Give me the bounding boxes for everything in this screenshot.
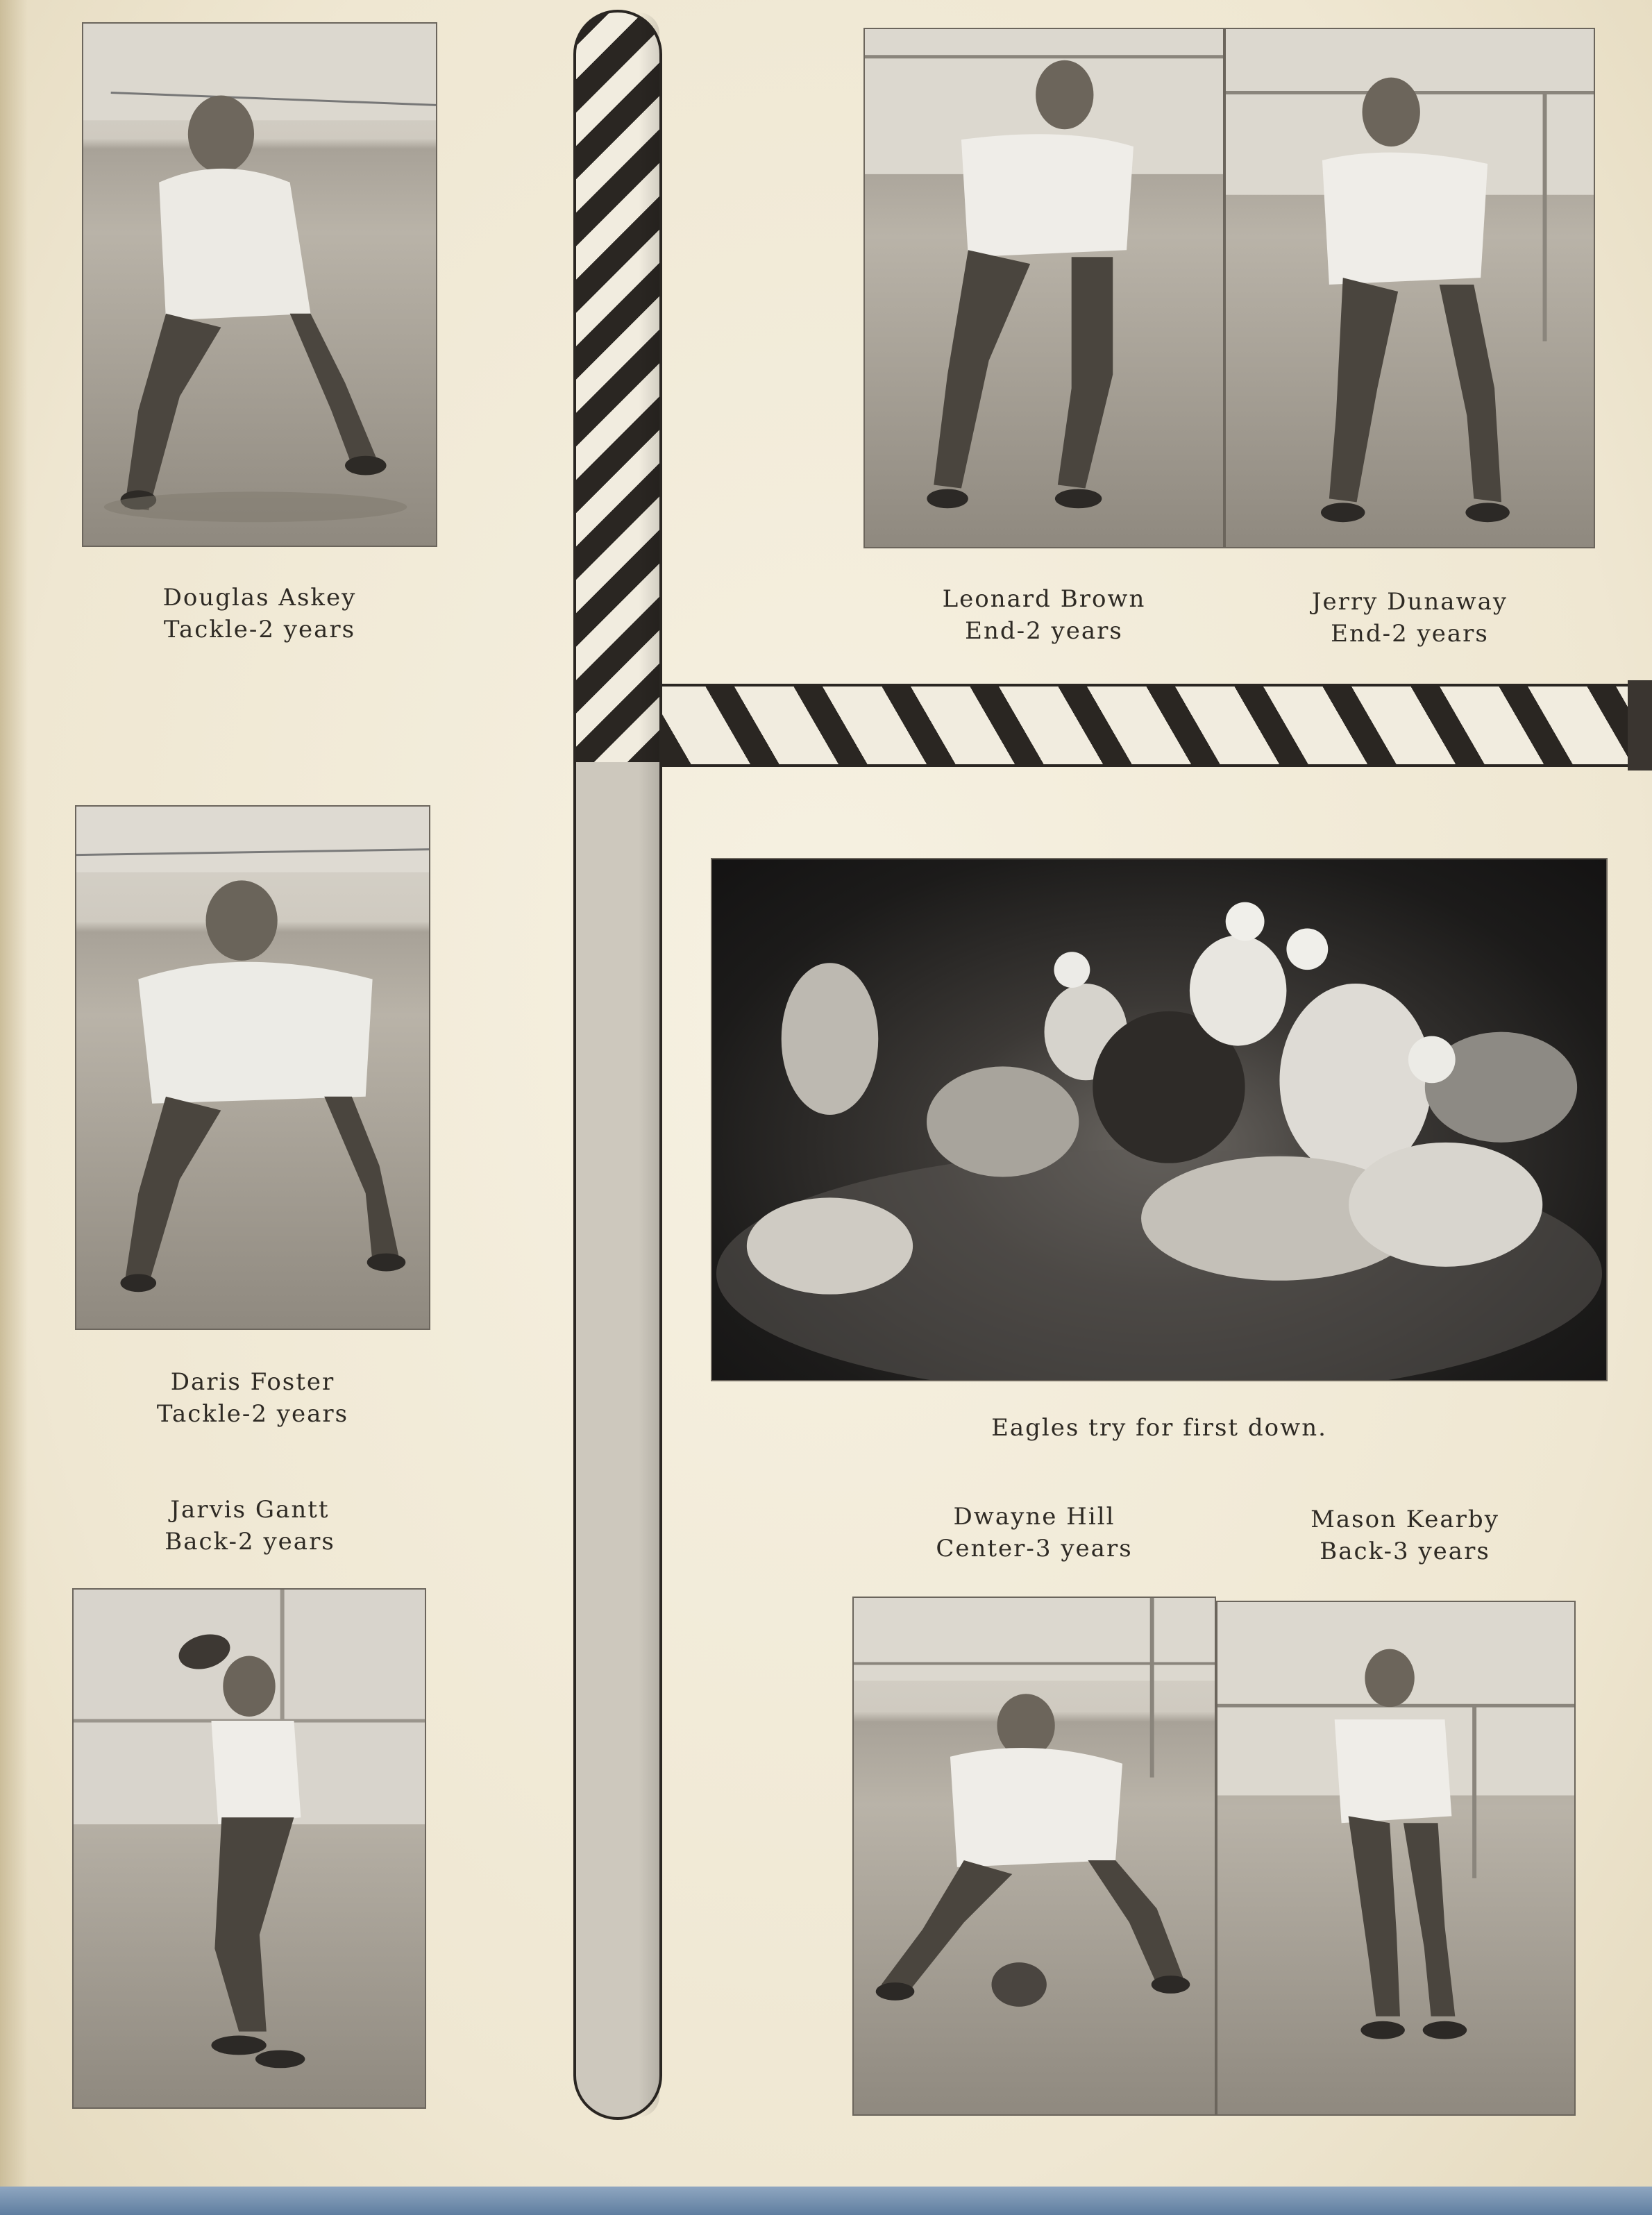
- player-position: Back-3 years: [1320, 1538, 1490, 1565]
- player-name: Dwayne Hill: [953, 1503, 1115, 1531]
- player-position: Tackle-2 years: [156, 1400, 349, 1428]
- caption-daris-foster: [75, 1366, 430, 1430]
- caption-jarvis-gantt: [72, 1494, 428, 1558]
- caption-mason-kearby: [1217, 1504, 1592, 1567]
- striped-goal-post-crossbar: [659, 684, 1652, 767]
- page-edge-shadow: [0, 0, 28, 2215]
- player-position: Back-2 years: [165, 1528, 335, 1556]
- player-name: Jerry Dunaway: [1311, 588, 1508, 616]
- caption-dwayne-hill: [854, 1501, 1215, 1565]
- player-photo-mason-kearby: [1216, 1601, 1576, 2116]
- caption-jerry-dunaway: [1224, 586, 1595, 650]
- player-photo-daris-foster: [75, 805, 430, 1330]
- crossbar-end-cap: [1628, 680, 1652, 770]
- player-photo-jerry-dunaway: [1224, 28, 1595, 548]
- player-position: End-2 years: [965, 617, 1123, 645]
- player-name: Mason Kearby: [1310, 1506, 1499, 1533]
- player-photo-dwayne-hill: [852, 1597, 1216, 2116]
- caption-leonard-brown: [863, 583, 1224, 647]
- caption-text: Eagles try for first down.: [991, 1414, 1327, 1442]
- player-name: Douglas Askey: [162, 584, 357, 612]
- striped-goal-post-vertical: [573, 10, 662, 2120]
- player-photo-jarvis-gantt: [72, 1588, 426, 2109]
- player-position: Tackle-2 years: [163, 616, 356, 643]
- player-name: Leonard Brown: [942, 585, 1146, 613]
- action-photo-first-down: [711, 858, 1608, 1381]
- player-position: Center-3 years: [936, 1535, 1133, 1563]
- player-position: End-2 years: [1331, 620, 1489, 648]
- page-bottom-edge: [0, 2187, 1652, 2215]
- caption-douglas-askey: [82, 582, 437, 646]
- player-photo-leonard-brown: [863, 28, 1224, 548]
- player-name: Jarvis Gantt: [170, 1496, 330, 1524]
- player-photo-douglas-askey: [82, 22, 437, 547]
- action-photo-caption: [711, 1412, 1608, 1444]
- player-name: Daris Foster: [170, 1368, 335, 1396]
